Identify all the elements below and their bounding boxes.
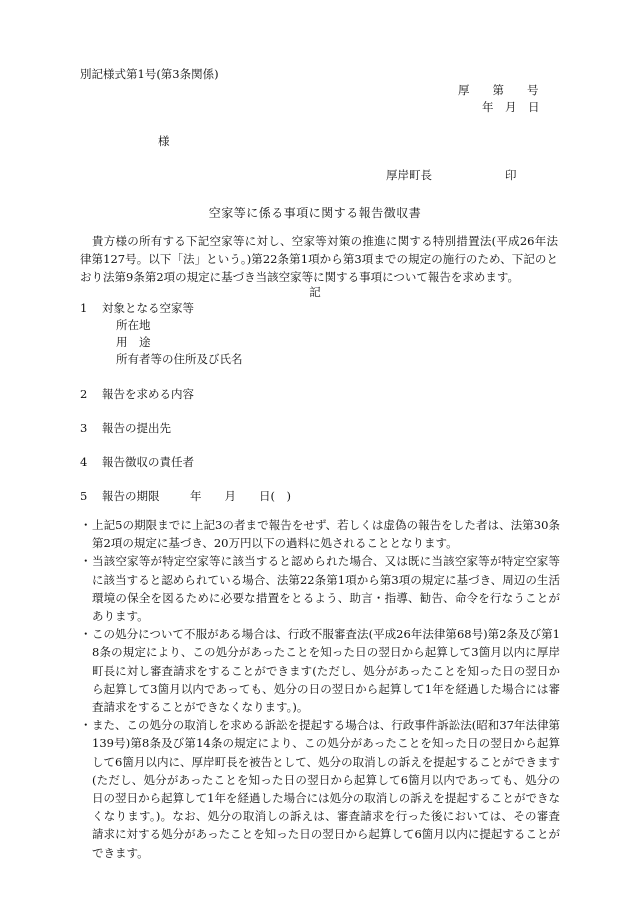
- bullet-icon: ・: [80, 718, 92, 733]
- seal-mark: 印: [505, 168, 517, 182]
- document-number: 厚 第 号: [458, 83, 539, 97]
- item-number: 4: [80, 455, 88, 469]
- item-number: 5: [80, 489, 88, 503]
- issuer-name: 厚岸町長: [386, 168, 432, 182]
- form-label: 別記様式第1号(第3条関係): [80, 67, 219, 81]
- issue-date: 年 月 日: [482, 100, 540, 114]
- item-3: [80, 420, 171, 437]
- notes-list: [80, 516, 560, 862]
- bullet-icon: ・: [80, 627, 92, 642]
- bullet-icon: ・: [80, 518, 92, 532]
- deadline-date: 年 月 日( ): [190, 489, 291, 503]
- subitem-owner: 所有者等の住所及び氏名: [116, 352, 243, 366]
- subitem-use: 用 途: [116, 335, 151, 349]
- item-label: 報告を求める内容: [102, 387, 194, 401]
- note-text: 上記5の期限までに上記3の者まで報告をせず、若しくは虚偽の報告をした者は、法第30条第2項の規定に基づき、20万円以下の過料に処されることとなります。: [92, 518, 560, 551]
- item-number: 3: [80, 421, 88, 435]
- addressee-suffix: 様: [158, 134, 170, 148]
- document-title: 空家等に係る事項に関する報告徴収書: [208, 206, 422, 220]
- item-4: [80, 454, 194, 471]
- item-label: 報告の期限: [102, 489, 160, 503]
- note-text: この処分について不服がある場合は、行政不服審査法(平成26年法律第68号)第2条及び第18条の規定により、この処分があったことを知った日の翌日から起算して3箇月以内に厚岸町長に対し審査請求をすることができます(ただし、処分があったことを知った日の翌日から起算して3箇月以内であっても、処分の日の翌日から起算して1年を経過した場合には審査請求をすることができなくなります。)。: [92, 627, 560, 715]
- item-label: 対象となる空家等: [102, 301, 194, 315]
- note-item: [80, 516, 560, 552]
- item-2: [80, 386, 194, 403]
- note-text: 当該空家等が特定空家等に該当すると認められた場合、又は既に当該空家等が特定空家等に該当すると認められている場合、法第22条第1項から第3項の規定に基づき、周辺の生活環境の保全を図るために必要な措置をとるよう、助言・指導、勧告、命令を行なうことがあります。: [92, 554, 560, 624]
- body-paragraph: 貴方様の所有する下記空家等に対し、空家等対策の推進に関する特別措置法(平成26年法律第127号。以下「法」という。)第22条第1項から第3項までの規定の施行のため、下記のとおり法第9条第2項の規定に基づき当該空家等に関する事項について報告を求めます。: [80, 234, 558, 284]
- item-number: 2: [80, 387, 88, 401]
- item-label: 報告徴収の責任者: [102, 455, 194, 469]
- item-5: [80, 488, 160, 505]
- note-item: [80, 716, 560, 862]
- item-label: 報告の提出先: [102, 421, 171, 435]
- bullet-icon: ・: [80, 554, 92, 569]
- item-1: [80, 300, 194, 317]
- note-item: [80, 552, 560, 625]
- item-number: 1: [80, 301, 88, 315]
- record-label: 記: [309, 285, 321, 299]
- note-item: [80, 625, 560, 716]
- note-text: また、この処分の取消しを求める訴訟を提起する場合は、行政事件訴訟法(昭和37年法律第139号)第8条及び第14条の規定により、この処分があったことを知った日の翌日から起算して6箇月以内に、厚岸町長を被告として、処分の取消しの訴えを提起することができます(ただし、処分があったことを知った日の翌日から起算して6箇月以内であっても、処分の日の翌日から起算して1年を経過した場合には処分の取消しの訴えを提起することができなくなります。)。なお、処分の取消しの訴えは、審査請求を行った後においては、その審査請求に対する処分があったことを知った日の翌日から起算して6箇月以内に提起することができます。: [92, 718, 560, 860]
- subitem-location: 所在地: [116, 318, 151, 332]
